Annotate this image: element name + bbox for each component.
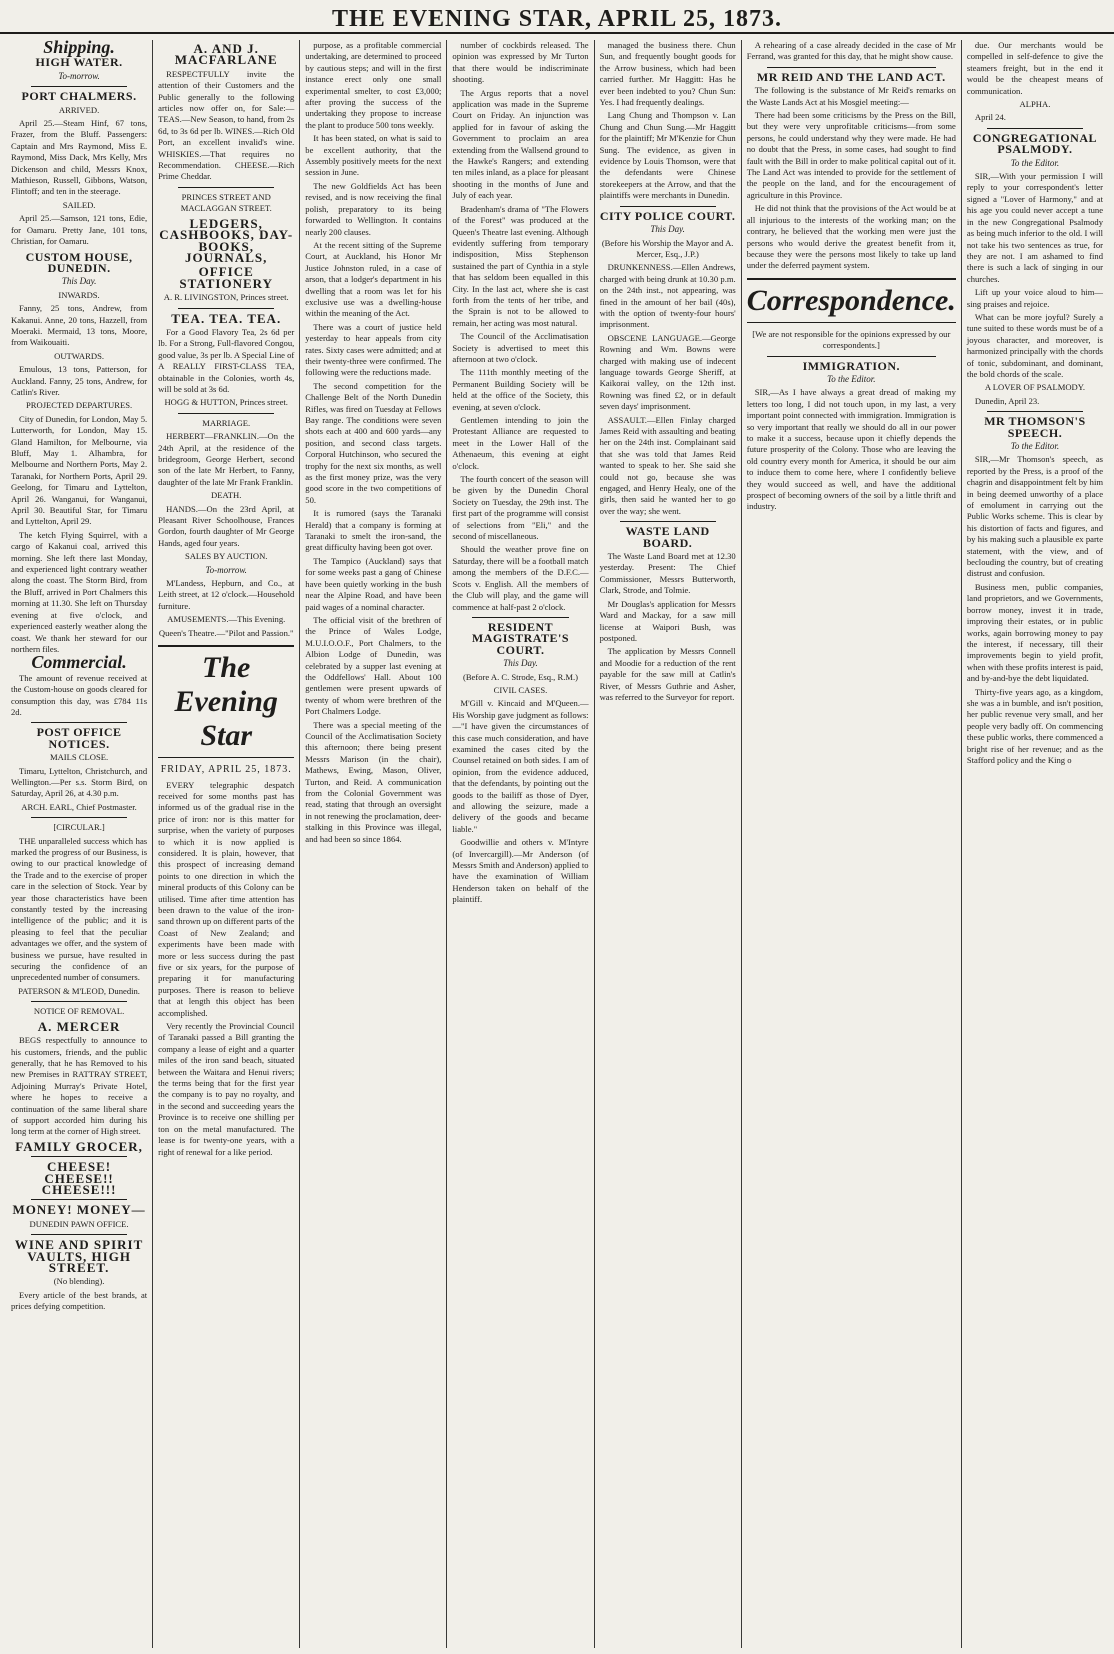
inwards-text: Fanny, 25 tons, Andrew, from Kakanui. Anne, 20 tons, Hazzell, from Moeraki. Mermaid, 13 tons, Moore, from Waikouaiti. xyxy=(11,303,148,348)
outwards-label: OUTWARDS. xyxy=(54,350,105,361)
psalmody-signature: A LOVER OF PSALMODY. xyxy=(984,382,1085,393)
princes-street: PRINCES STREET AND MACLAGGAN STREET. xyxy=(180,191,272,214)
wlb-paragraph: The Waste Land Board met at 12.30 yesterday. Present: The Chief Commissioner, Messrs Butterworth, Clark, Strode, and Tolmie. xyxy=(599,551,736,596)
tea-ad: TEA. TEA. TEA. xyxy=(171,310,282,326)
wlb-paragraph: Mr Douglas's application for Messrs Ward and Mackay, for a saw mill license at Waipori Bush, was postponed. xyxy=(599,598,736,643)
office-stationery: OFFICE STATIONERY xyxy=(179,264,273,291)
reid-land-heading: MR REID AND THE LAND ACT. xyxy=(756,69,946,84)
issue-date: FRIDAY, APRIL 25, 1873. xyxy=(160,764,292,776)
thomson-paragraph: Thirty-five years ago, as a kingdom, she was a in bumble, and isn't position, her public revenue very small, and her people very badly off. On commencing these public works, there commenced a bright rise of her revenue; and as the Stafford policy and the King o xyxy=(966,686,1104,765)
news-paragraph: purpose, as a profitable commercial undertaking, are determined to proceed by cautious steps; and will in the first instance erect only one small experimental smelter, to cost £3,000; after proving the success of the undertaking they propose to increase the plant to produce 500 tons weekly. xyxy=(305,40,442,130)
livingston: A. R. LIVINGSTON, Princes street. xyxy=(163,292,289,303)
commercial-heading: Commercial. xyxy=(31,652,127,673)
no-blending: (No blending). xyxy=(53,1276,105,1287)
mails-close-label: MAILS CLOSE. xyxy=(49,752,109,763)
waste-land-heading: WASTE LAND BOARD. xyxy=(625,524,710,550)
death-text: HANDS.—On the 23rd April, at Pleasant River Schoolhouse, Frances Gordon, fourth daughter of Mr George Hands, aged four years. xyxy=(158,503,295,548)
reid-paragraph: There had been some criticisms by the Press on the Bill, but they were very unprofitable criticisms—from some persons, he could understand why they were made. He had no doubt that the Press, in some cases, had sought to find fault with the Bill in order to make political capital out of it. The Land Act was intended to provide for the settlement of the people on the land, and for the encouragement of agriculture in this Province. xyxy=(746,110,956,200)
evening-star-masthead: The Evening Star xyxy=(158,645,294,758)
tomorrow-label: To-morrow. xyxy=(58,70,100,81)
cheese-ad: CHEESE! CHEESE!! CHEESE!!! xyxy=(41,1159,117,1197)
news-paragraph: The official visit of the brethren of the Prince of Wales Lodge, M.U.I.O.O.F., Port Chalmers, to the Albion Lodge of Dunedin, was celebrated by a supper last evening at the Oddfellows' Hall. About 100 gentlemen were present upwards of twenty of whom were brethren of the Port Chalmers Lodge. xyxy=(305,614,442,717)
police-paragraph: OBSCENE LANGUAGE.—George Rowning and Wm. Bowns were charged with making use of indecent language towards George Sheriff, at Kaikorai valley, on the 12th inst. Rowning was fined £2, or in default seven days' imprisonment. xyxy=(599,332,736,412)
port-chalmers-heading: PORT CHALMERS. xyxy=(21,89,137,104)
mercer-text: BEGS respectfully to announce to his customers, friends, and the public generally, that he has Removed to his new Premises in RATTRAY STREET, Adjoining Murray's Private Hotel, where he hopes to receive a continuation of the same liberal share of support accorded him during his long term at the corner of High street. xyxy=(11,1035,148,1137)
column-2 xyxy=(153,40,300,1648)
circular-text: THE unparalleled success which has marked the progress of our Business, is owing to our practical knowledge of the Trade and to the exercise of proper care in the selection of Stock. Year by year those characteristics have been constantly tested by the increasing intelligence of the public; and it is pleasing to feel that the peculiar advantages we offer, and the system of business we pursue, have resulted in securing the confidence of an unprecedented number of consumers. xyxy=(11,835,148,983)
divider xyxy=(31,86,127,87)
news-paragraph: The 111th monthly meeting of the Permanent Building Society will be held at the office of the Society, this evening, at seven o'clock. xyxy=(452,367,589,412)
psalmody-date: Dunedin, April 23. xyxy=(974,395,1040,406)
divider xyxy=(620,206,716,207)
divider xyxy=(178,187,274,188)
mercer-name: A. MERCER xyxy=(37,1018,121,1034)
news-paragraph: The fourth concert of the season will be given by the Dunedin Choral Society on Tuesday, the 29th inst. The first part of the programme will consist of selections from "Eli," and the second of miscellaneous. xyxy=(452,474,589,542)
letter-signature: ALPHA. xyxy=(1019,99,1051,110)
psalmody-paragraph: SIR,—With your permission I will reply to your correspondent's letter signed a "Lover of Harmony," and at his age you could never accept a tune in the new Congregational Psalmody as being much inferior to the old. I will not take his two sentences as true, for they are not. I am ashamed to find there is such a lack of singing in our churches. xyxy=(966,171,1104,284)
police-paragraph: ASSAULT.—Ellen Finlay charged James Reid with assaulting and beating her on the 24th inst. Complainant said that she was told that James Reid wanted to speak to her. She said she could not go, because she was engaged, and Henry Healy, one of the girls, then said he wanted her to go over the way; she went. xyxy=(599,414,736,516)
projected-text: City of Dunedin, for London, May 5. Lutterworth, for London, May 15. Gland Hamilton, for Melbourne, via Bluff, May 1. Alhambra, for Melbourne and Northern Ports, May 2. Taranaki, for Northern Ports, April 29. Geelong, for Timaru and Lyttelton, April 26. Wanganui, for Wanganui, April 30. Beautiful Star, for Timaru and Lyttelton, April 29. xyxy=(11,413,148,527)
divider xyxy=(31,1001,127,1002)
divider xyxy=(620,521,716,522)
projected-label: PROJECTED DEPARTURES. xyxy=(26,400,133,411)
leader-paragraph-1: EVERY telegraphic despatch received for some months past has informed us of the gradual rise in the price of iron: nor is this matter for surprise, when the variety of purposes to which it is now applied is considered. It is plain, however, that this prospect of increasing demand points to one direction in which the mineral products of this Colony can be utilised. Time after time attention has been drawn to the value of the iron-sand thrown up on different parts of the Coast of New Zealand; and experiments have been made with more or less success during the past five or six years, for the purpose of preparing it for manufacturing purposes. There is reason to believe that at length this object has been accomplished. xyxy=(158,779,295,1018)
mails-text: Timaru, Lyttelton, Christchurch, and Wellington.—Per s.s. Storm Bird, on Saturday, April 26, at 4.30 p.m. xyxy=(11,765,148,799)
psalmody-paragraph: What can be more joyful? Surely a tune suited to these words must be of a joyous character, and moreover, is harmonized principally with the chords of tonic, subdominant, and dominant, the bold chords of the scale. xyxy=(966,311,1104,379)
police-paragraph: DRUNKENNESS.—Ellen Andrews, charged with being drunk at 10.30 p.m. on the 24th inst., not appearing, was fined in the amount of her bail (40s), with the option of twenty-four hours' imprisonment. xyxy=(599,262,736,330)
sales-heading: SALES BY AUCTION. xyxy=(184,551,268,562)
high-water-heading: HIGH WATER. xyxy=(35,55,123,70)
death-heading: DEATH. xyxy=(211,490,242,501)
divider xyxy=(31,1234,127,1235)
amusements-heading: AMUSEMENTS.—This Evening. xyxy=(167,614,286,625)
news-paragraph: The Tampico (Auckland) says that for some weeks past a gang of Chinese have been quietly working in the bush near the Alpine Road, and have been paid wages of a nominal character. xyxy=(305,555,442,612)
to-editor-label: To the Editor. xyxy=(1010,441,1060,451)
rm-court-day: This Day. xyxy=(503,658,538,669)
column-5 xyxy=(595,40,742,1648)
wine-vaults: WINE AND SPIRIT VAULTS, HIGH STREET. xyxy=(14,1237,144,1275)
ledgers-ad: LEDGERS, CASHBOOKS, DAY-BOOKS, JOURNALS, xyxy=(159,215,294,265)
reid-paragraph: He did not think that the provisions of the Act would be at all injurious to the interests of the working man; on the contrary, he believed that the working men were just the persons who would derive the greatest benefit from it, because they were the persons most likely to take up land under the deferred payment system. xyxy=(746,203,956,271)
masthead xyxy=(0,0,1114,34)
thomson-paragraph: SIR,—Mr Thomson's speech, as reported by the Press, is a proof of the chagrin and disappointment felt by him in being deemed unworthy of a place of emolument in carrying out the Public Works scheme. This is clear by his distortion of facts and figures, and by his making such a plausible ex parte statement, with the view, and of beclouding the country, but of creating distrust and confusion. xyxy=(966,454,1104,579)
letter-date: April 24. xyxy=(974,112,1006,123)
divider xyxy=(767,67,936,68)
outwards-text: Emulous, 13 tons, Patterson, for Auckland. Fanny, 25 tons, Andrew, for Catlin's River. xyxy=(11,364,148,397)
column-4 xyxy=(447,40,594,1648)
immigration-letter: SIR,—As I have always a great dread of making my letters too long, I did not touch upon, in my last, a very important point connected with immigration. Immigration is so very important that really we should do all in our power to make it a success, because upon it chiefly depends the future prosperity of the Colony. Those who are leaving the old country every month for America, it should be our aim to induce them to come here, where I confidently believe they would succeed as well, and have the additional prospect of becoming owners of the soil by a little thrift and industry. xyxy=(746,387,956,512)
court-paragraph: managed the business there. Chun Sun, and frequently bought goods for the Arrow business, which had been carried further. Mr Haggitt: Has he ever been indebted to you? Chun Sun: Yes. I had frequently dealings. xyxy=(599,40,736,108)
arrived-label: ARRIVED. xyxy=(58,104,100,115)
news-paragraph: The second competition for the Challenge Belt of the North Dunedin Rifles, was fired on Tuesday at Fellows Bay range. The conditions were seven shots each at 400 and 600 yards—any position, and second class targets. Corporal Hutchinson, who secured the trophy for the next six months, as well as the first money prize, was the very good score in the two competitions of 50. xyxy=(305,380,442,505)
inwards-label: INWARDS. xyxy=(58,289,100,300)
column-1 xyxy=(6,37,153,1648)
sailed-label: SAILED. xyxy=(62,199,96,210)
news-paragraph: There was a special meeting of the Council of the Acclimatisation Society this afternoon; there being present Messrs Marison (in the chair), Mathews, Ewing, Mason, Oliver, Turton, and Reid. A communication from the Colonial Government was read, stating that through an oversight in not renewing the proclamation, deer-stalking in this Province was illegal, and had been so since 1864. xyxy=(305,719,442,844)
wine-text: Every article of the best brands, at prices defying competition. xyxy=(11,1289,148,1312)
psalmody-paragraph: Lift up your voice aloud to him—sing praises and rejoice. xyxy=(966,287,1104,309)
civil-cases-label: CIVIL CASES. xyxy=(493,684,548,695)
news-paragraph: Gentlemen intending to join the Protestant Alliance are requested to meet in the Lower Hall of the Athenaeum, this evening at eight o'clock. xyxy=(452,415,589,471)
court-paragraph: M'Gill v. Kincaid and M'Queen.—His Worship gave judgment as follows:—"I have given the circumstances of this case much consideration, and have examined the cases cited by the Counsel retained on both sides. I am of opinion, from the evidence adduced, that the defendants, by pointing out the goods to the bailiff as those of Dyer, and allowing the seizure, made a delivery of the goods and became liable." xyxy=(452,698,589,834)
news-paragraph: The Council of the Acclimatisation Society is advertised to meet this afternoon at two o'clock. xyxy=(452,331,589,364)
news-paragraph: number of cockbirds released. The opinion was expressed by Mr Turton that there would be indiscriminate shooting. xyxy=(452,40,589,85)
column-7 xyxy=(962,40,1108,1648)
money-ad: MONEY! MONEY— xyxy=(12,1202,146,1218)
divider xyxy=(472,617,568,618)
thomson-heading: MR THOMSON'S SPEECH. xyxy=(984,414,1086,440)
sailed-text: April 25.—Samson, 121 tons, Edie, for Oamaru. Pretty Jane, 101 tons, Christian, for Oamaru. xyxy=(11,213,148,247)
thomson-paragraph: Business men, public companies, land proprietors, and we Governments, borrow money, invest it in trade, improving their estates, or in public works, again borrowing money to pay the interest, if necessary, till their improvements begin to yield profit, when with these profits interest is paid, and by-and-bye the debt liquidated. xyxy=(966,581,1104,684)
divider xyxy=(987,411,1083,412)
notice-removal: NOTICE OF REMOVAL. xyxy=(33,1006,125,1017)
to-editor-label: To the Editor. xyxy=(1010,157,1060,168)
court-paragraph: Goodwillie and others v. M'Intyre (of Invercargill).—Mr Anderson (of Messrs Smith and Anderson) applied to have the examination of William Henderson taken on behalf of the plaintiff. xyxy=(452,837,589,905)
macfarlane-ad: A. AND J. MACFARLANE xyxy=(174,41,278,68)
news-paragraph: It is rumored (says the Taranaki Herald) that a company is forming at Taranaki to smelt the iron-sand, the great difficulty having been got over. xyxy=(305,508,442,553)
chief-postmaster: ARCH. EARL, Chief Postmaster. xyxy=(21,801,137,812)
news-paragraph: There was a court of justice held yesterday to hear appeals from city rates. Sixty cases were admitted; and at their twenty-three were confirmed. The following were the reductions made. xyxy=(305,321,442,378)
news-paragraph: Bradenham's drama of "The Flowers of the Forest" was produced at the Queen's Theatre last evening. Although evidently suffering from temporary indisposition, Miss Stephenson sustained the part of Cynthia in a style that has seldom been equalled in this City. In the last act, where she is cast forth from the tents of her tribe, and the Sprain is not to be allowed to remain, her acting was most natural. xyxy=(452,203,589,328)
marriage-heading: MARRIAGE. xyxy=(202,417,251,428)
newspaper-columns xyxy=(6,37,1108,1648)
divider xyxy=(767,356,936,357)
police-court-heading: CITY POLICE COURT. xyxy=(599,208,736,223)
circular-label: [CIRCULAR.] xyxy=(53,822,105,833)
pawn-office: DUNEDIN PAWN OFFICE. xyxy=(29,1218,129,1229)
shipping-news: The ketch Flying Squirrel, with a cargo of Kakanui coal, arrived this morning. She left there last Monday, and experienced light contrary weather along the coast. The Storm Bird, from the Bluff, arrived in Port Chalmers this morning at 11.30. She left on Thursday evening at five o'clock, and experienced easterly weather along the coast. We thank her steward for our northern files. xyxy=(11,529,148,654)
news-paragraph: The new Goldfields Act has been revised, and is now receiving the final polish, preparatory to its being forwarded to Wellington. It contains nearly 200 clauses. xyxy=(305,180,442,237)
divider xyxy=(31,817,127,818)
news-paragraph: Should the weather prove fine on Saturday, there will be a football match among the members of the D.F.C.—Scots v. English. All the members of the Club will play, and the game will commence at half-past 2 o'clock. xyxy=(452,544,589,612)
reid-paragraph: The following is the substance of Mr Reid's remarks on the Waste Lands Act at his Mosgiel meeting:— xyxy=(746,85,956,107)
divider xyxy=(31,1156,127,1157)
to-editor-label: To the Editor. xyxy=(827,373,876,384)
police-court-day: This Day. xyxy=(650,224,685,235)
amusements-text: Queen's Theatre.—"Pilot and Passion." xyxy=(158,627,294,638)
letter-paragraph: due. Our merchants would be compelled in self-defence to give the steamers freight, but in the end it would be the cheapest means of communication. xyxy=(966,40,1104,96)
divider xyxy=(178,413,274,414)
leader-paragraph-2: Very recently the Provincial Council of Taranaki passed a Bill granting the company a lease of eight and a quarter miles of the iron sand beach, situated between the Waitara and Henui rivers; the terms being that for the first year the company is to pay no royalty, and in the second and succeeding years the Province is to receive one shilling per ton on the metal manufactured. The lease is for twenty-one years, with a right of renewal for a like period. xyxy=(158,1021,295,1157)
police-court-before: (Before his Worship the Mayor and A. Mercer, Esq., J.P.) xyxy=(601,237,734,259)
correspondence-heading: Correspondence. xyxy=(747,278,956,323)
commercial-text: The amount of revenue received at the Custom-house on goods cleared for consumption this day, was £784 11s 2d. xyxy=(11,672,148,717)
marriage-text: HERBERT—FRANKLIN.—On the 24th April, at the residence of the bridegroom, George Herbert, second son of the late Mr Herbert, to Fanny, daughter of the late Mr Frank Franklin. xyxy=(158,431,295,487)
family-grocer: FAMILY GROCER, xyxy=(15,1138,143,1154)
shipping-heading: Shipping. xyxy=(43,37,115,57)
customs-day: This Day. xyxy=(61,276,97,287)
immigration-heading: IMMIGRATION. xyxy=(802,358,901,373)
firm-name: PATERSON & M'LEOD, Dunedin. xyxy=(18,985,140,996)
psalmody-heading: CONGREGATIONAL PSALMODY. xyxy=(972,130,1097,157)
column-6 xyxy=(742,40,962,1648)
sales-text: M'Landess, Hepburn, and Co., at Leith street, at 12 o'clock.—Household furniture. xyxy=(158,578,295,611)
customs-heading: CUSTOM HOUSE, DUNEDIN. xyxy=(25,249,133,275)
wlb-paragraph: The application by Messrs Connell and Moodie for a reduction of the rent payable for the saw mill at Catlin's River, of Messrs Guthrie and Asher, was referred to the Surveyor for report. xyxy=(599,646,736,702)
rm-court-heading: RESIDENT MAGISTRATE'S COURT. xyxy=(471,619,570,657)
sales-day: To-morrow. xyxy=(205,564,247,575)
macfarlane-text: RESPECTFULLY invite the attention of their Customers and the Public generally to the following articles now offer on, for Sale:— TEAS.—New Season, to hand, from 2s 6d, to 3s 6d per lb. WINES.—Rich Old Port, an excellent invalid's wine. WHISKIES.—That requires no Recommendation. CHEESE.—Rich Prime Cheddar. xyxy=(158,68,295,182)
masthead-title: THE EVENING STAR, APRIL 25, 1873. xyxy=(332,6,782,32)
news-paragraph: The Argus reports that a novel application was made in the Supreme Court on Friday. An injunction was applied for in favour of asking the Government to proclaim an area extending from the Wallsend ground to the Hawke's Rangers; and extending ten miles inland, as a place for pleasant shooting in the months of June and July of each year. xyxy=(452,87,589,201)
news-paragraph: A rehearing of a case already decided in the case of Mr Ferrand, was granted for this day, that he might show cause. xyxy=(746,40,956,62)
arrived-text: April 25.—Steam Hinf, 67 tons, Frazer, from the Bluff. Passengers: Captain and Mrs Raymond, Miss E. Raymond, Miss Dack, Mrs Kelly, Mrs Dickenson and child, Messrs Knox, Mathieson, Russell, Gibbons, Watson, Flintoff; and ten in the steerage. xyxy=(11,118,148,197)
divider xyxy=(178,308,274,309)
divider xyxy=(31,1199,127,1200)
hogg-hutton: HOGG & HUTTON, Princes street. xyxy=(164,397,288,408)
news-paragraph: It has been stated, on what is said to be excellent authority, that the Assembly positively meets for the next session in June. xyxy=(305,133,442,178)
news-paragraph: At the recent sitting of the Supreme Court, at Auckland, his Honor Mr Justice Johnston ruled, in a case of arson, that a lodger's department in his dwelling that a room was let for his exclusive use was a dwelling-house within the meaning of the Act. xyxy=(305,239,442,319)
court-paragraph: Lang Chung and Thompson v. Lan Chung and Chun Sung.—Mr Haggitt for the plaintiff; Mr M'Kenzie for Chun Sung. The evidence, as given in evidence by Louis Thomson, were that the defendants were Chinese storekeepers at the Arrow, and that the plaintiffs were merchants in Dunedin. xyxy=(599,110,736,201)
tea-text: For a Good Flavory Tea, 2s 6d per lb. For a Strong, Full-flavored Congou, good value, 3s per lb. A Special Line of A REALLY FIRST-CLASS TEA, obtainable in the Colonies, worth 4s, will be sold at 3s 6d. xyxy=(158,326,295,394)
divider xyxy=(31,722,127,723)
correspondence-disclaimer: [We are not responsible for the opinions expressed by our correspondents.] xyxy=(752,328,951,351)
post-office-heading: POST OFFICE NOTICES. xyxy=(36,725,122,751)
divider xyxy=(987,128,1083,129)
column-3 xyxy=(300,40,447,1648)
rm-court-before: (Before A. C. Strode, Esq., R.M.) xyxy=(462,671,579,682)
